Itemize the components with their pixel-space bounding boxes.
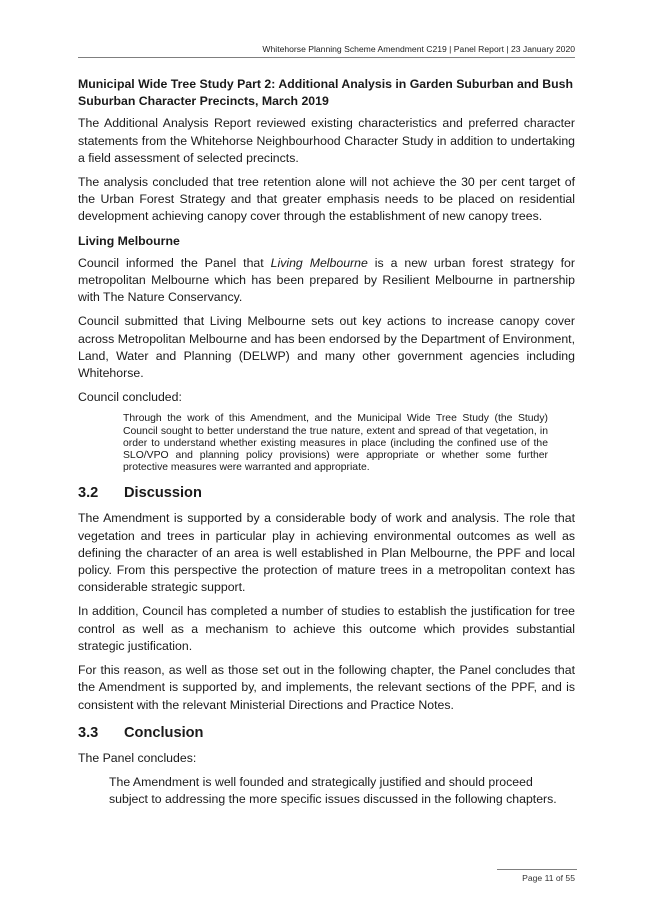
discussion-heading xyxy=(78,484,575,502)
page-header: Whitehorse Planning Scheme Amendment C219 | Panel Report | 23 January 2020 xyxy=(78,44,575,58)
lm-p1-italic: Living Melbourne xyxy=(270,255,368,270)
page-number: Page 11 of 55 xyxy=(522,873,575,883)
living-melbourne-paragraph-1 xyxy=(78,255,575,307)
discussion-paragraph-3: For this reason, as well as those set out in the following chapter, the Panel concludes that the Amendment is supported by, and implements, the relevant sections of the PPF, and is consistent with the relevant Ministerial Directions and Practice Notes. xyxy=(78,663,575,712)
living-melbourne-paragraph-3: Council concluded: xyxy=(78,390,182,405)
footer-divider xyxy=(497,869,577,870)
discussion-paragraph-1: The Amendment is supported by a considerable body of work and analysis. The role that vegetation and trees in particular play in achieving environmental outcomes as well as defining the character of an area is well established in Plan Melbourne, the PPF and local policy. From this perspective the protection of mature trees in a metropolitan context has considerable strategic support. xyxy=(78,511,575,595)
living-melbourne-paragraph-2: Council submitted that Living Melbourne sets out key actions to increase canopy cover across Metropolitan Melbourne and has been endorsed by the Department of Environment, Land, Water and Planning (DELWP) and many other government agencies including Whitehorse. xyxy=(78,314,575,381)
council-quote-text: Through the work of this Amendment, and the Municipal Wide Tree Study (the Study) Council sought to better understand the true nature, extent and spread of that vegetation, in order to understand whether existing measures in place (including the confined use of the SLO/VPO and planning policy provisions) were appropriate or whether some further protective measures were warranted and appropriate. xyxy=(123,413,548,474)
lm-p1-before: Council informed the Panel that xyxy=(78,255,271,270)
conclusion-number: 3.3 xyxy=(78,724,99,741)
living-melbourne-heading: Living Melbourne xyxy=(78,233,180,248)
discussion-title: Discussion xyxy=(124,485,202,502)
study-heading: Municipal Wide Tree Study Part 2: Additional Analysis in Garden Suburban and Bush Suburban Character Precincts, March 2019 xyxy=(78,77,574,109)
conclusion-title: Conclusion xyxy=(124,724,204,741)
conclusion-paragraph-1: The Panel concludes: xyxy=(78,750,197,765)
conclusion-finding: The Amendment is well founded and strategically justified and should proceed subject to addressing the more specific issues discussed in the following chapters. xyxy=(109,774,557,807)
lm-p1-after: is a new urban forest strategy for metropolitan Melbourne which has been prepared by Resilient Melbourne in partnership with The Nature Conservancy. xyxy=(78,255,575,305)
discussion-number: 3.2 xyxy=(78,485,99,502)
study-paragraph-1: The Additional Analysis Report reviewed existing characteristics and preferred character statements from the Whitehorse Neighbourhood Character Study in addition to undertaking a field assessment of selected precincts. xyxy=(78,116,575,165)
conclusion-heading xyxy=(78,724,575,742)
council-quote xyxy=(123,413,548,474)
study-paragraph-2: The analysis concluded that tree retention alone will not achieve the 30 per cent target of the Urban Forest Strategy and that greater emphasis needs to be placed on residential development achieving canopy cover through the establishment of new canopy trees. xyxy=(78,175,575,224)
page-content xyxy=(78,76,575,815)
discussion-paragraph-2: In addition, Council has completed a number of studies to establish the justification for tree control as well as a mechanism to achieve this outcome which provides substantial strategic justification. xyxy=(78,604,575,653)
